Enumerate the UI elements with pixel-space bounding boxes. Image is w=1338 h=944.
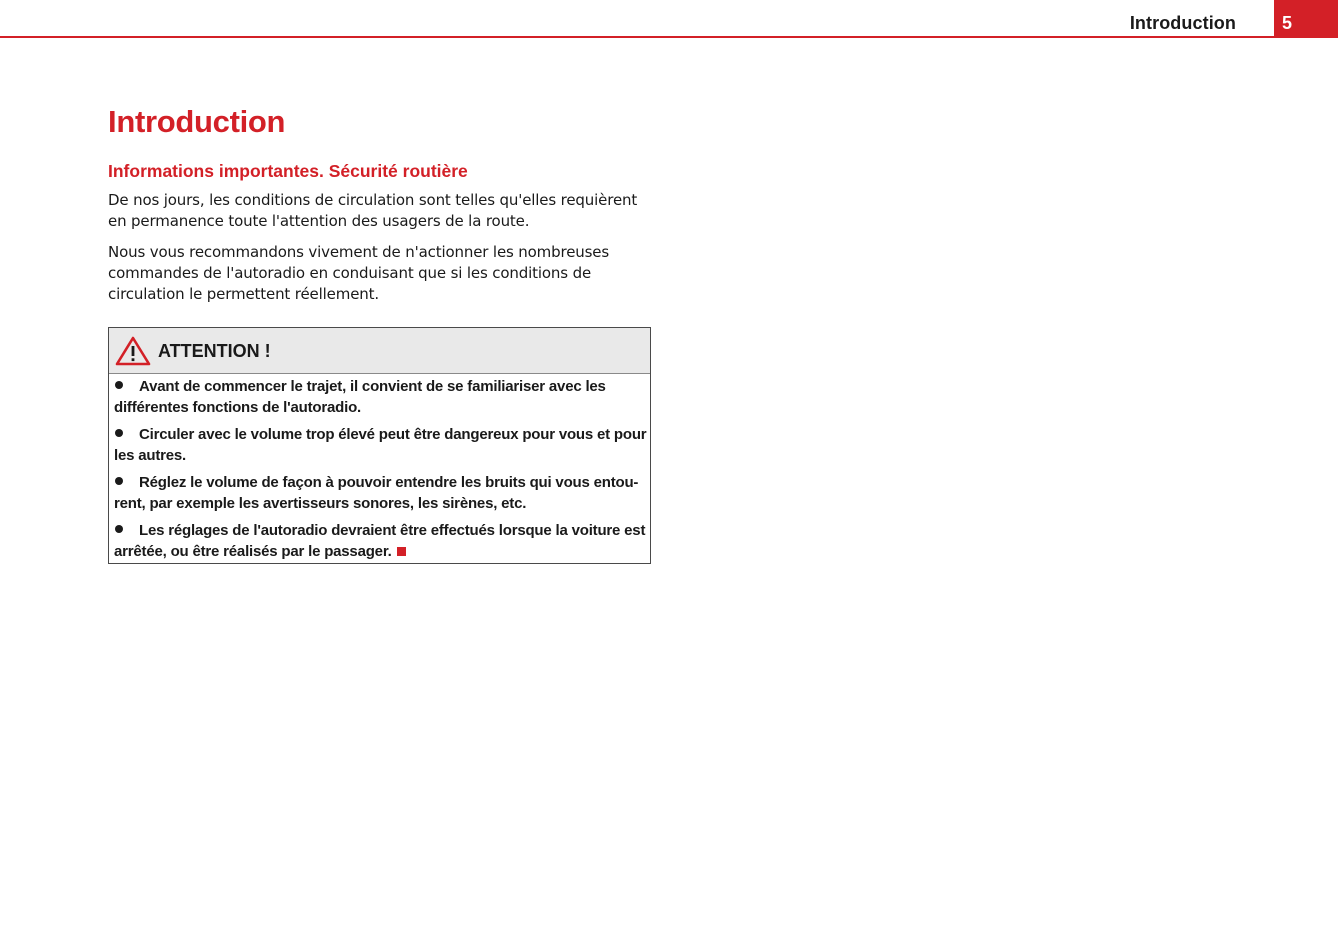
- page-number: 5: [1282, 13, 1293, 33]
- warning-list: [114, 376, 647, 568]
- body-paragraph: Nous vous recommandons vivement de n'actionner les nombreuses commandes de l'autoradio en conduisant que si les conditions de circulation le permettent réellement.: [108, 243, 610, 303]
- warning-item: [114, 520, 647, 562]
- warning-triangle-icon: [115, 336, 151, 366]
- warning-item: [114, 472, 647, 514]
- warning-box: [108, 327, 651, 564]
- bullet-icon: [115, 525, 123, 533]
- warning-item: [114, 376, 647, 418]
- bullet-icon: [115, 429, 123, 437]
- running-title: Introduction: [1129, 13, 1236, 33]
- warning-item: [114, 424, 647, 466]
- section-heading: Informations importantes. Sécurité routière: [108, 161, 468, 181]
- bullet-icon: [115, 477, 123, 485]
- warning-header: [109, 328, 650, 374]
- body-paragraph: De nos jours, les conditions de circulation sont telles qu'elles requièrent en permanence toute l'attention des usagers de la route.: [108, 191, 638, 230]
- warning-item-text: Réglez le volume de façon à pouvoir entendre les bruits qui vous entou-rent, par exemple les avertisseurs sonores, les sirènes, etc.: [114, 474, 639, 512]
- warning-item-text: Les réglages de l'autoradio devraient être effectués lorsque la voiture est arrêtée, ou être réalisés par le passager.: [114, 522, 646, 560]
- warning-item-text: Circuler avec le volume trop élevé peut être dangereux pour vous et pour les autres.: [114, 426, 647, 464]
- end-marker-icon: [397, 547, 406, 556]
- warning-title: ATTENTION !: [158, 341, 271, 361]
- page-title: Introduction: [108, 104, 286, 139]
- header-rule: [0, 36, 1338, 38]
- page-number-box: [1274, 0, 1338, 38]
- warning-item-text: Avant de commencer le trajet, il convient de se familiariser avec les différentes fonctions de l'autoradio.: [114, 378, 606, 416]
- bullet-icon: [115, 381, 123, 389]
